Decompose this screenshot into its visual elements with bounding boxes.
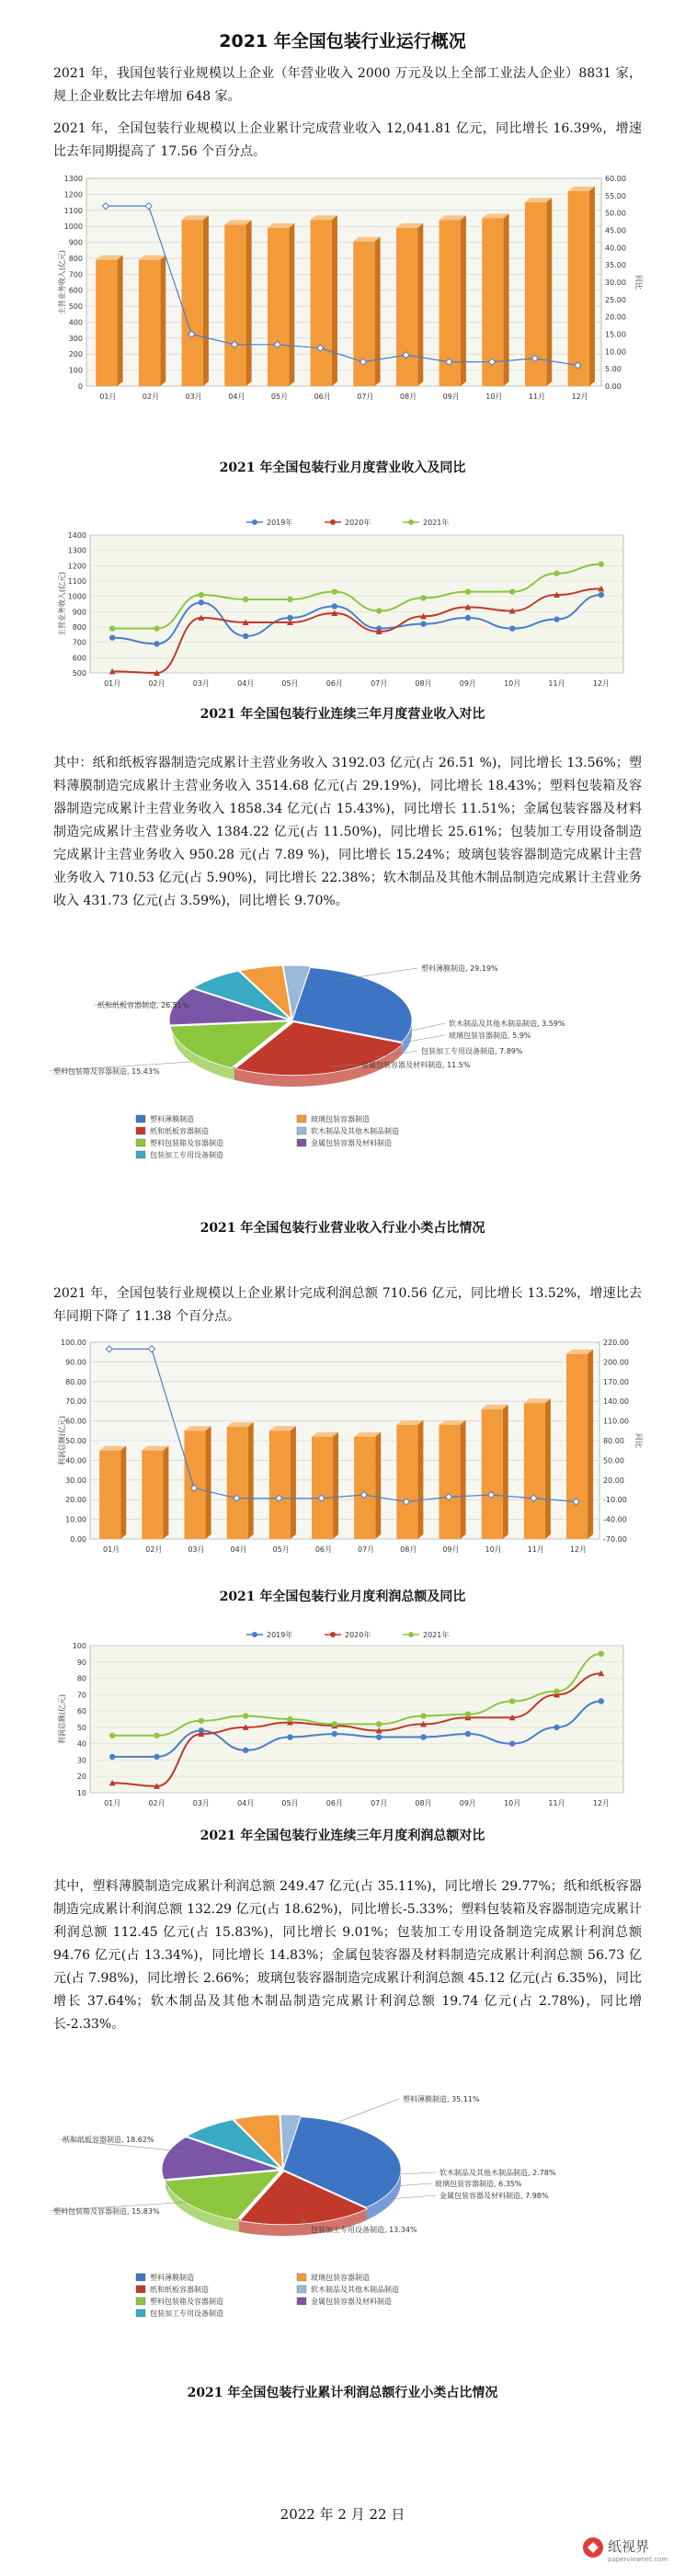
pie-label: 玻璃包装容器制造, 6.35% [435, 2180, 522, 2188]
caption-revenue-yoy: 2021 年全国包装行业月度营业收入及同比 [219, 461, 466, 475]
y-tick-label: 900 [68, 238, 83, 247]
pie-leader-line [398, 2172, 436, 2174]
series-point [243, 1748, 248, 1753]
series-point [199, 592, 204, 598]
bar [139, 260, 160, 386]
y2-tick-label: 30.00 [605, 279, 626, 287]
series-point [287, 1734, 292, 1739]
y-tick-label: 30 [76, 1756, 86, 1765]
caption-profit-share: 2021 年全国包装行业累计利润总额行业小类占比情况 [187, 2386, 498, 2400]
x-tick-label: 05月 [281, 1799, 299, 1807]
y-tick-label: 400 [68, 318, 83, 327]
legend-swatch [136, 2297, 145, 2305]
bar [568, 191, 589, 386]
bar-side [461, 215, 466, 386]
x-tick-label: 06月 [325, 1799, 343, 1807]
y-tick-label: 100 [68, 366, 83, 375]
y2-tick-label: 110.00 [603, 1417, 629, 1426]
paragraph-profit: 2021 年，全国包装行业规模以上企业累计完成利润总额 710.56 亿元，同比增长 13.52%，增速比去年同期下降了 11.38 个百分点。 [53, 1286, 642, 1324]
x-tick-label: 03月 [185, 393, 202, 401]
bar [142, 1451, 163, 1539]
y-tick-label: 100.00 [61, 1339, 86, 1347]
paragraph-revenue: 2021 年，全国包装行业规模以上企业累计完成营业收入 12,041.81 亿元，同比增长 16.39%，增速比去年同期提高了 17.56 个百分点。 [53, 121, 642, 159]
x-tick-label: 08月 [399, 393, 417, 401]
bar-side [417, 223, 423, 386]
bar [566, 1354, 588, 1539]
legend-marker [252, 519, 257, 525]
pie-label: 纸和纸板容器制造, 26.51% [97, 1001, 189, 1009]
x-tick-label: 07月 [371, 1799, 388, 1807]
x-tick-label: 12月 [592, 679, 610, 688]
y-tick-label: 200 [68, 350, 83, 359]
x-tick-label: 10月 [504, 679, 521, 688]
pie-label: 纸和纸板容器制造, 18.62% [63, 2136, 154, 2144]
x-tick-label: 07月 [357, 393, 374, 401]
caption-revenue-share: 2021 年全国包装行业营业收入行业小类占比情况 [200, 1221, 485, 1236]
y-tick-label: 0 [77, 382, 83, 391]
x-tick-label: 12月 [592, 1799, 610, 1807]
series-point [154, 1754, 159, 1760]
y2-tick-label: 20.00 [605, 313, 626, 322]
x-tick-label: 08月 [415, 1799, 432, 1807]
x-tick-label: 02月 [148, 1799, 166, 1807]
y-tick-label: 90.00 [65, 1358, 86, 1367]
y-tick-label: 50.00 [65, 1437, 86, 1445]
legend-swatch [297, 2285, 306, 2293]
y2-tick-label: -70.00 [603, 1535, 627, 1544]
page-title: 2021 年全国包装行业运行概况 [219, 31, 466, 51]
series-point [109, 625, 115, 631]
series-point [599, 1698, 604, 1704]
legend-label: 2019年 [267, 519, 293, 527]
y-tick-label: 100 [72, 1642, 86, 1650]
series-point [243, 597, 248, 602]
pie-label: 塑料包装箱及容器制造, 15.43% [53, 1067, 160, 1076]
y2-tick-label: 170.00 [603, 1377, 629, 1386]
bar-side [291, 1426, 296, 1539]
bar-side [289, 223, 294, 386]
pie-leader-line [407, 1023, 445, 1032]
bar-side [503, 1405, 508, 1539]
bar [184, 1430, 205, 1539]
y-tick-label: 300 [68, 334, 83, 343]
y-tick-label: 60 [76, 1707, 86, 1716]
y2-tick-label: 60.00 [605, 175, 626, 183]
y2-axis-label: 同比 [634, 1433, 643, 1448]
legend-swatch [297, 2274, 306, 2281]
series-point [420, 621, 426, 626]
series-point [465, 588, 471, 594]
bar-side [120, 1446, 126, 1539]
series-point [465, 1711, 471, 1716]
legend-label: 纸和纸板容器制造 [150, 2285, 209, 2294]
watermark-sub: paperviewnet.com [608, 2556, 668, 2563]
pie-label: 包装加工专用设备制造, 7.89% [421, 1047, 523, 1055]
series-point [420, 595, 426, 600]
y-tick-label: 0.00 [70, 1535, 86, 1544]
series-point [376, 1721, 382, 1727]
y-axis-label: 主营业务收入(亿元) [58, 249, 66, 315]
series-point [420, 1734, 426, 1739]
bar-side [589, 187, 595, 386]
legend-swatch [136, 2285, 145, 2293]
bar-side [588, 1350, 593, 1539]
series-point [332, 603, 337, 609]
x-tick-label: 04月 [237, 1799, 255, 1807]
y2-tick-label: 35.00 [605, 261, 626, 270]
x-tick-label: 06月 [325, 679, 343, 688]
x-tick-label: 05月 [270, 393, 289, 401]
bar-side [332, 215, 337, 386]
series-point [287, 1716, 292, 1722]
x-tick-label: 10月 [485, 393, 503, 401]
legend-label: 金属包装容器及材料制造 [311, 2297, 392, 2306]
x-tick-label: 10月 [485, 1545, 502, 1554]
bar [227, 1427, 248, 1539]
x-tick-label: 08月 [400, 1545, 417, 1554]
y-tick-label: 1200 [67, 562, 86, 571]
pie-label: 金属包装容器及材料制造, 7.98% [440, 2192, 549, 2200]
x-tick-label: 11月 [548, 679, 565, 688]
series-point [599, 1651, 604, 1657]
legend-label: 塑料包装箱及容器制造 [150, 2297, 223, 2306]
paragraph-profit-breakdown: 其中，塑料薄膜制造完成累计利润总额 249.47 亿元(占 35.11%)，同比增长 29.77%；纸和纸板容器制造完成累计利润总额 132.29 亿元(占 18.62%)，同比增长-5.33%；塑料包装箱及容器制造完成累计利润总额 112.45 亿元(占 15.83%)，同比增长 9.01%；包装加工专用设备制造完成累计利润总额 94.76 亿元(占 13.34%)，同比增长 14.83%；金属包装容器及材料制造完成累计利润总额 56.73 亿元(占 7.98%)，同比增长 2.66%；玻璃包装容器制造完成累计利润总额 45.12 亿元(占 6.35%)，同比增长 37.64%；软木制品及其他木制品制造完成累计利润总额 19.74 亿元(占 2.78%)，同比增长-2.33%。 [53, 1879, 642, 2032]
pie-label: 金属包装容器及材料制造, 11.5% [361, 1061, 471, 1069]
bar-side [417, 1420, 423, 1539]
legend-label: 2020年 [345, 519, 371, 527]
legend-label: 2021年 [423, 519, 450, 527]
series-point [243, 633, 248, 639]
pie-label: 塑料薄膜制造, 35.11% [403, 2095, 480, 2103]
revenue-share-pie [53, 947, 642, 1214]
x-tick-label: 02月 [145, 1545, 163, 1554]
legend-swatch [136, 1151, 145, 1158]
series-point [287, 597, 292, 602]
y-tick-label: 10.00 [65, 1515, 86, 1524]
y2-tick-label: 80.00 [603, 1437, 624, 1445]
bar-side [248, 1422, 254, 1539]
pie-label: 软木制品及其他木制品制造, 3.59% [449, 1020, 565, 1028]
bar [182, 220, 203, 386]
bar [439, 1425, 460, 1539]
pie-label: 塑料包装箱及容器制造, 15.83% [53, 2207, 160, 2216]
y2-tick-label: -10.00 [603, 1496, 627, 1505]
series-point [554, 616, 559, 621]
series-point [109, 1733, 115, 1738]
legend-label: 包装加工专用设备制造 [150, 2309, 223, 2318]
legend-label: 软木制品及其他木制品制造 [311, 1127, 399, 1135]
legend-label: 玻璃包装容器制造 [311, 2274, 370, 2282]
y-tick-label: 700 [72, 638, 86, 647]
y-axis-label: 利润总额(亿元) [58, 1415, 66, 1466]
y2-axis-label: 同比 [634, 275, 643, 290]
series-point [554, 1689, 559, 1694]
legend-marker [408, 1632, 414, 1637]
series-point [599, 561, 604, 566]
y2-tick-label: 220.00 [603, 1339, 629, 1347]
x-tick-label: 01月 [104, 679, 121, 688]
y-tick-label: 40.00 [65, 1456, 86, 1465]
series-point [554, 1725, 559, 1730]
revenue-yoy-chart [53, 165, 642, 423]
bar-side [375, 1432, 381, 1539]
x-tick-label: 03月 [192, 679, 210, 688]
series-point [554, 570, 559, 576]
y2-tick-label: 15.00 [605, 330, 626, 339]
series-point [243, 1713, 248, 1718]
y2-tick-label: 25.00 [605, 295, 626, 304]
y-tick-label: 500 [72, 669, 86, 678]
x-tick-label: 09月 [442, 393, 460, 401]
x-tick-label: 06月 [314, 393, 331, 401]
profit-share-pie [53, 2087, 642, 2344]
x-tick-label: 09月 [442, 1545, 460, 1554]
y-tick-label: 10 [76, 1789, 86, 1797]
legend-swatch [297, 1127, 306, 1134]
legend-label: 塑料薄膜制造 [150, 1115, 194, 1123]
plot-area [90, 1646, 623, 1793]
series-point [199, 599, 204, 605]
bar-side [333, 1432, 338, 1539]
series-point [509, 1698, 515, 1704]
series-point [509, 588, 515, 594]
caption-profit-yoy: 2021 年全国包装行业月度利润总额及同比 [219, 1590, 466, 1604]
y-tick-label: 1200 [63, 190, 83, 199]
profit-yoy-chart [53, 1333, 642, 1572]
y2-tick-label: 200.00 [603, 1358, 629, 1367]
paragraph-enterprises: 2021 年，我国包装行业规模以上企业（年营业收入 2000 万元及以上全部工业法人企业）8831 家，规上企业数比去年增加 648 家。 [53, 66, 642, 104]
x-tick-label: 01月 [104, 1799, 121, 1807]
x-tick-label: 02月 [142, 393, 160, 401]
bar [354, 1437, 375, 1539]
series-point [465, 1731, 471, 1737]
y-tick-label: 40 [76, 1739, 86, 1749]
y-tick-label: 900 [72, 608, 86, 617]
legend-label: 2019年 [267, 1631, 293, 1639]
x-tick-label: 11月 [548, 1799, 565, 1807]
plot-area [90, 535, 623, 673]
legend-label: 包装加工专用设备制造 [150, 1151, 223, 1159]
bar [524, 1403, 545, 1539]
caption-revenue-three-year: 2021 年全国包装行业连续三年月度营业收入对比 [200, 707, 485, 722]
y-tick-label: 30.00 [65, 1476, 86, 1485]
pie-label: 包装加工专用设备制造, 13.34% [311, 2226, 417, 2234]
pie-label: 塑料薄膜制造, 29.19% [421, 964, 498, 973]
bar-side [375, 237, 381, 386]
pie-leader-line [338, 2099, 399, 2122]
y-tick-label: 1300 [67, 546, 86, 555]
publish-date: 2022 年 2 月 22 日 [280, 2506, 405, 2523]
paragraph-revenue-breakdown: 其中：纸和纸板容器制造完成累计主营业务收入 3192.03 亿元(占 26.51 %)，同比增长 13.56%；塑料薄膜制造完成累计主营业务收入 3514.68 亿元(占 29.19%)，同比增长 18.43%；塑料包装箱及容器制造完成累计主营业务收入 1858.34 亿元(占 15.43%)，同比增长 11.51%；金属包装容器及材料制造完成累计主营业务收入 1384.22 亿元(占 11.50%)，同比增长 25.61%；包装加工专用设备制造完成累计主营业务收入 950.28 元(占 7.89 %)，同比增长 15.24%；玻璃包装容器制造完成累计主营业务收入 710.53 亿元(占 5.90%)，同比增长 22.38%；软木制品及其他木制品制造完成累计主营业务收入 431.73 亿元(占 3.59%)，同比增长 9.70%。 [53, 756, 642, 908]
x-tick-label: 07月 [357, 1545, 375, 1554]
x-tick-label: 11月 [528, 393, 546, 401]
series-point [465, 615, 471, 621]
x-tick-label: 06月 [314, 1545, 333, 1554]
x-tick-label: 04月 [228, 393, 245, 401]
bar [96, 260, 117, 386]
y-tick-label: 700 [68, 270, 83, 279]
watermark-logo [580, 2533, 672, 2566]
legend-swatch [297, 2297, 306, 2305]
y-tick-label: 80 [76, 1674, 86, 1683]
bar [311, 220, 332, 386]
bar-side [545, 1398, 551, 1539]
bar-side [203, 215, 209, 386]
y-tick-label: 20.00 [65, 1496, 86, 1505]
y-tick-label: 20 [76, 1772, 86, 1782]
y-tick-label: 800 [68, 254, 83, 263]
series-point [154, 1733, 159, 1738]
series-point [154, 625, 159, 631]
y-tick-label: 1100 [63, 206, 83, 215]
legend-marker [330, 519, 336, 525]
series-point [376, 608, 382, 613]
series-point [509, 625, 515, 631]
y-tick-label: 600 [68, 286, 83, 295]
y-tick-label: 1000 [67, 592, 86, 601]
y-axis-label: 利润总额(亿元) [58, 1693, 66, 1745]
bar-side [461, 1420, 466, 1539]
series-point [332, 588, 337, 594]
y2-tick-label: 50.00 [605, 209, 626, 218]
x-tick-label: 11月 [527, 1545, 544, 1554]
pie-label: 软木制品及其他木制品制造, 2.78% [440, 2169, 556, 2177]
legend-swatch [136, 2309, 145, 2317]
y2-tick-label: 55.00 [605, 191, 626, 200]
series-point [420, 1713, 426, 1718]
legend-marker [252, 1632, 257, 1637]
y-tick-label: 70.00 [65, 1397, 86, 1407]
x-tick-label: 10月 [504, 1799, 521, 1807]
bar [312, 1437, 333, 1539]
legend-label: 金属包装容器及材料制造 [311, 1139, 392, 1147]
y2-tick-label: 20.00 [603, 1476, 624, 1485]
y-tick-label: 800 [72, 623, 86, 632]
x-tick-label: 01月 [99, 393, 117, 401]
y2-tick-label: -40.00 [603, 1515, 627, 1524]
bar-side [546, 198, 552, 386]
x-tick-label: 04月 [230, 1545, 247, 1554]
legend-label: 2020年 [345, 1631, 371, 1639]
y-tick-label: 90 [76, 1658, 86, 1667]
caption-profit-three-year: 2021 年全国包装行业连续三年月度利润总额对比 [200, 1829, 485, 1843]
legend-label: 软木制品及其他木制品制造 [311, 2285, 399, 2294]
legend-swatch [136, 2274, 145, 2281]
profit-three-year-chart [53, 1627, 642, 1820]
legend-swatch [136, 1115, 145, 1123]
x-tick-label: 01月 [102, 1545, 120, 1554]
bar-side [118, 256, 123, 386]
series-point [109, 634, 115, 640]
series-point [154, 641, 159, 646]
y-tick-label: 80.00 [65, 1377, 86, 1386]
series-point [332, 1721, 337, 1727]
bar [269, 1430, 291, 1539]
y-tick-label: 1000 [63, 222, 83, 232]
y-tick-label: 1300 [63, 175, 83, 183]
x-tick-label: 12月 [569, 1545, 588, 1554]
legend-label: 塑料薄膜制造 [150, 2274, 194, 2282]
legend-swatch [297, 1115, 306, 1123]
bar-side [163, 1446, 168, 1539]
x-tick-label: 09月 [459, 1799, 476, 1807]
y2-tick-label: 40.00 [605, 244, 626, 253]
legend-marker [408, 519, 414, 525]
legend-label: 玻璃包装容器制造 [311, 1115, 370, 1123]
y2-tick-label: 10.00 [605, 348, 626, 357]
x-tick-label: 03月 [192, 1799, 210, 1807]
series-point [599, 592, 604, 598]
x-tick-label: 05月 [281, 679, 299, 688]
legend-swatch [297, 1139, 306, 1146]
y2-tick-label: 140.00 [603, 1397, 629, 1407]
y-tick-label: 70 [76, 1691, 86, 1700]
bar-side [246, 220, 252, 386]
bar [268, 228, 289, 386]
x-tick-label: 05月 [272, 1545, 290, 1554]
bar [482, 1409, 503, 1539]
x-tick-label: 09月 [459, 679, 476, 688]
bar [396, 1425, 417, 1539]
y-tick-label: 600 [72, 654, 86, 663]
bar [224, 224, 245, 386]
series-point [109, 1754, 115, 1760]
y2-tick-label: 50.00 [603, 1456, 624, 1465]
watermark-text: 纸视界 [608, 2538, 650, 2555]
x-tick-label: 02月 [148, 679, 166, 688]
y2-tick-label: 5.00 [605, 365, 622, 374]
revenue-three-year-chart [53, 515, 642, 699]
legend-label: 纸和纸板容器制造 [150, 1127, 209, 1135]
legend-swatch [136, 1139, 145, 1146]
y-axis-label: 主营业务收入(亿元) [58, 571, 66, 637]
bar [396, 228, 417, 386]
y-tick-label: 1400 [67, 531, 86, 540]
legend-swatch [136, 1127, 145, 1134]
bar [99, 1451, 120, 1539]
legend-marker [330, 1632, 336, 1637]
x-tick-label: 08月 [415, 679, 432, 688]
series-point [332, 1731, 337, 1737]
y-tick-label: 500 [68, 302, 83, 312]
x-tick-label: 03月 [188, 1545, 205, 1554]
y2-tick-label: 45.00 [605, 226, 626, 235]
y-tick-label: 60.00 [65, 1417, 86, 1426]
y2-tick-label: 0.00 [605, 382, 622, 391]
bar-side [206, 1426, 211, 1539]
y-tick-label: 50 [76, 1723, 86, 1732]
series-point [376, 1734, 382, 1739]
legend-label: 塑料包装箱及容器制造 [150, 1139, 223, 1147]
x-tick-label: 04月 [237, 679, 255, 688]
legend-label: 2021年 [423, 1631, 450, 1639]
series-point [509, 1740, 515, 1746]
y-tick-label: 1100 [67, 577, 86, 586]
series-point [199, 1718, 204, 1724]
x-tick-label: 07月 [371, 679, 388, 688]
bar-side [160, 256, 166, 386]
x-tick-label: 12月 [571, 393, 588, 401]
pie-label: 玻璃包装容器制造, 5.9% [449, 1032, 531, 1040]
